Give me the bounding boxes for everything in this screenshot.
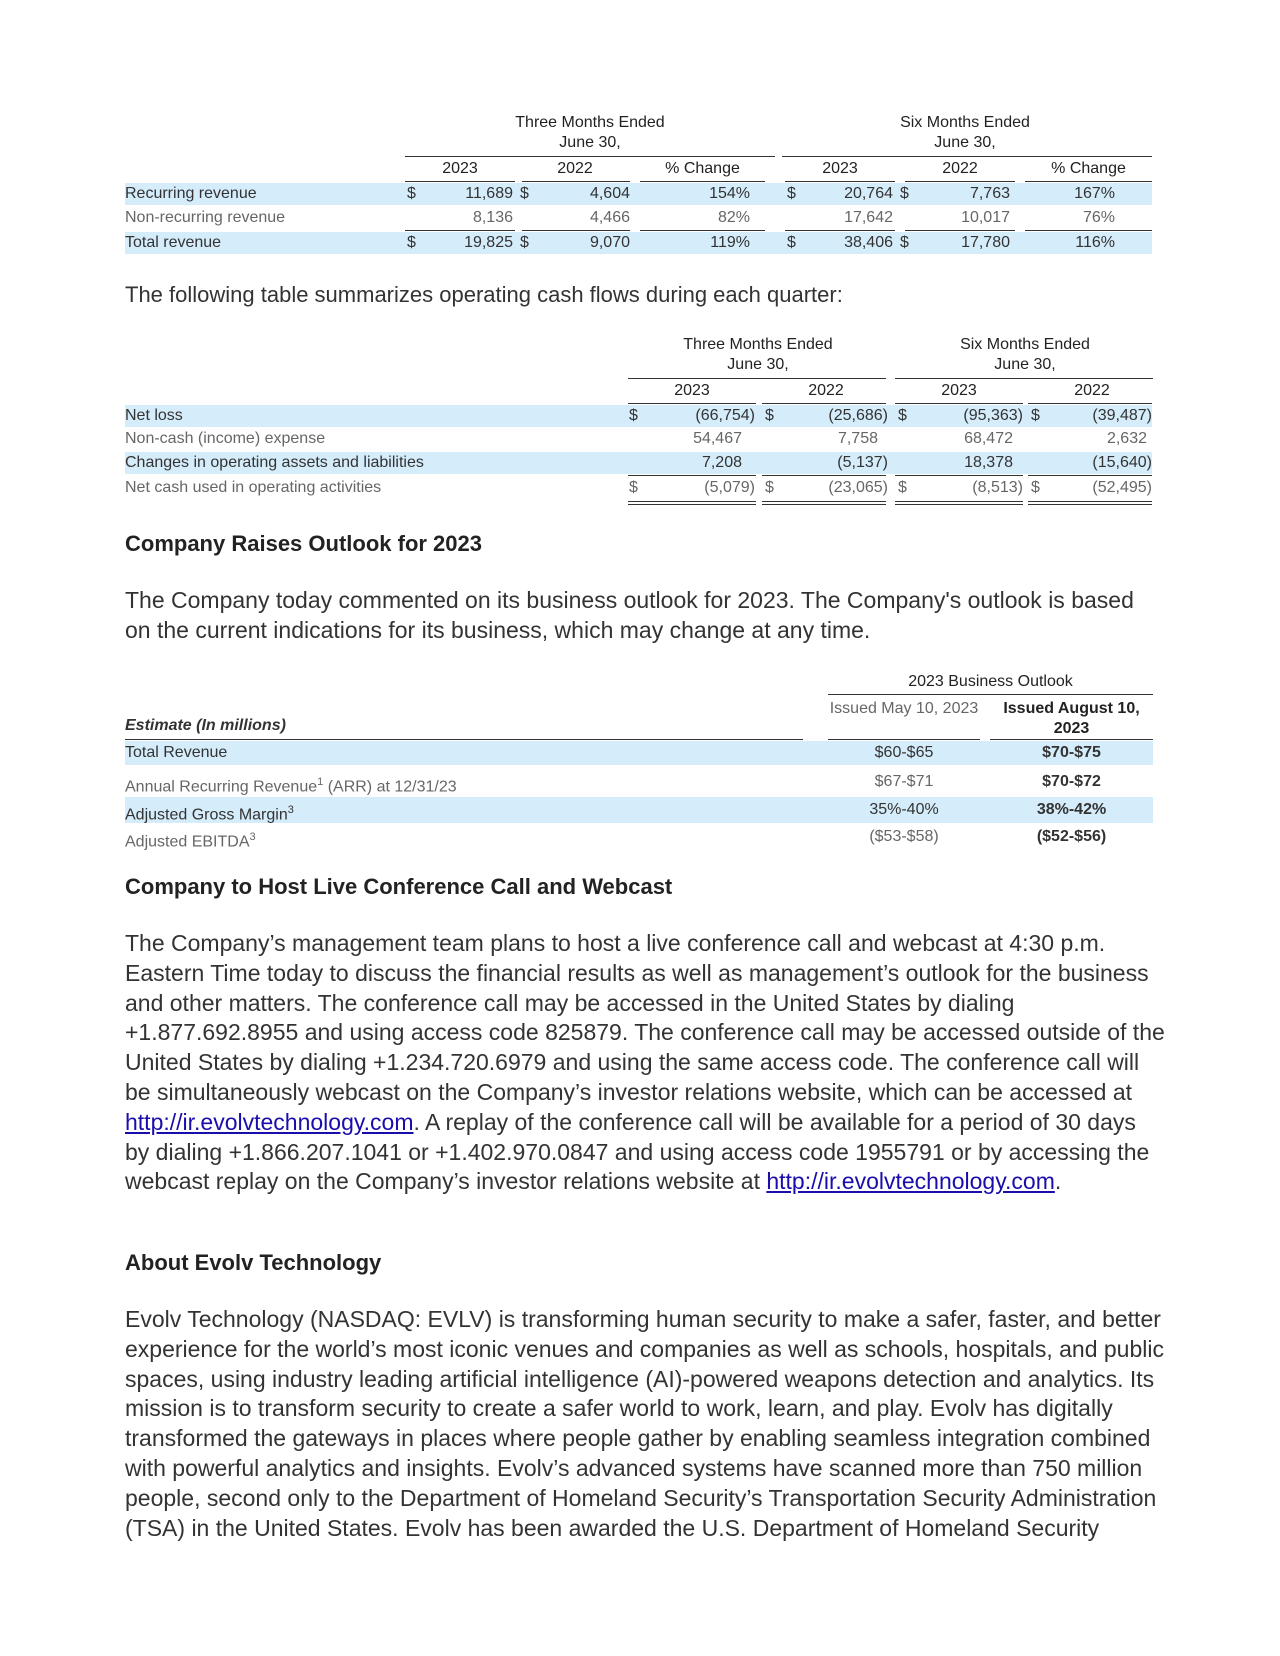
- rev-group2-sub: June 30,: [934, 134, 996, 151]
- value-cell: 4,604: [589, 185, 630, 202]
- dollar-sign: $: [629, 479, 638, 496]
- outlook-text: The Company today commented on its business outlook for 2023. The Company's outlook is based on the current indications for its business, which may change at any time.: [125, 587, 1134, 643]
- table-row: [125, 477, 1152, 499]
- table-row: [125, 769, 1153, 795]
- row-label: Changes in operating assets and liabilities: [125, 454, 424, 471]
- rev-col-header: 2022: [942, 160, 978, 177]
- value-cell: (95,363): [963, 407, 1023, 424]
- table-row: [125, 452, 1152, 474]
- about-heading: About Evolv Technology: [125, 1250, 382, 1275]
- rev-group2-title: Six Months Ended: [900, 114, 1030, 131]
- value-cell: 68,472: [964, 430, 1013, 447]
- outlook-col1-header: Issued May 10, 2023: [829, 700, 979, 717]
- table-row: [125, 183, 1152, 205]
- cf-col-header: 2022: [1074, 382, 1110, 399]
- value-cell: 7,208: [701, 454, 742, 471]
- conference-text: [125, 929, 1165, 1197]
- row-label-text: Annual Recurring Revenue: [125, 778, 318, 796]
- cf-group2-title: Six Months Ended: [960, 336, 1090, 353]
- dollar-sign: $: [898, 407, 907, 424]
- dollar-sign: $: [900, 234, 909, 251]
- rev-group1-title: Three Months Ended: [515, 114, 665, 131]
- row-label: Total Revenue: [125, 744, 228, 761]
- cf-col-header: 2023: [674, 382, 710, 399]
- value-cell: $70-$75: [1042, 744, 1101, 761]
- investor-relations-link[interactable]: http://ir.evolvtechnology.com: [125, 1108, 414, 1135]
- rev-group1-header: [405, 113, 775, 153]
- row-label-text: Adjusted Gross Margin: [125, 806, 288, 824]
- value-cell: 38,406: [844, 234, 893, 251]
- footnote-marker: 1: [317, 776, 324, 788]
- rev-col-header: 2023: [822, 160, 858, 177]
- footnote-marker: 3: [287, 804, 294, 816]
- value-cell: 17,642: [844, 209, 893, 226]
- rev-group1-sub: June 30,: [559, 134, 621, 151]
- rev-group2-header: [780, 113, 1150, 153]
- dollar-sign: $: [407, 185, 416, 202]
- row-label: Net cash used in operating activities: [125, 479, 382, 496]
- value-cell: 54,467: [693, 430, 742, 447]
- value-cell: ($53-$58): [869, 828, 939, 845]
- table-row: [125, 797, 1153, 823]
- value-cell: (52,495): [1092, 479, 1152, 496]
- row-label: Non-cash (income) expense: [125, 430, 326, 447]
- value-cell: 76%: [1082, 209, 1115, 226]
- rev-col-header: % Change: [1051, 160, 1126, 177]
- value-cell: 116%: [1075, 234, 1115, 251]
- table-row: [125, 428, 1152, 450]
- value-cell: 17,780: [961, 234, 1010, 251]
- value-cell: (8,513): [972, 479, 1023, 496]
- table-row: [125, 741, 1153, 765]
- outlook-paragraph: [125, 586, 1165, 646]
- row-label-text: Adjusted EBITDA: [125, 833, 250, 851]
- cf-col-header: 2022: [808, 382, 844, 399]
- dollar-sign: $: [520, 185, 529, 202]
- dollar-sign: $: [1031, 407, 1040, 424]
- value-cell: 8,136: [472, 209, 513, 226]
- value-cell: 167%: [1074, 185, 1115, 202]
- outlook-estimate-label: Estimate (In millions): [125, 717, 286, 734]
- value-cell: 119%: [710, 234, 750, 251]
- value-cell: 10,017: [961, 209, 1010, 226]
- value-cell: (15,640): [1092, 454, 1152, 471]
- dollar-sign: $: [765, 479, 774, 496]
- table-row: [125, 207, 1152, 229]
- rev-col-header: 2022: [557, 160, 593, 177]
- cf-group2-header: [895, 335, 1155, 375]
- dollar-sign: $: [765, 407, 774, 424]
- row-label: Recurring revenue: [125, 185, 257, 202]
- value-cell: (23,065): [828, 479, 888, 496]
- value-cell: 7,763: [969, 185, 1010, 202]
- value-cell: $60-$65: [874, 744, 934, 761]
- dollar-sign: $: [900, 185, 909, 202]
- row-label: [125, 824, 256, 855]
- conference-paragraph: [125, 929, 1165, 1197]
- row-label: Net loss: [125, 407, 183, 424]
- cf-group1-sub: June 30,: [727, 356, 789, 373]
- table-row: [125, 824, 1153, 850]
- value-cell: 19,825: [464, 234, 513, 251]
- value-cell: 4,466: [589, 209, 630, 226]
- conference-text-part2: . A replay of the conference call will be available for a period of 30 days by dialing +1.866.207.1041 or +1.402.970.0847 and using access code 1955791 or by accessing the webcast replay on the Company’s investor relations website at: [125, 1108, 1150, 1195]
- dollar-sign: $: [407, 234, 416, 251]
- about-paragraph: [125, 1305, 1165, 1543]
- investor-relations-link[interactable]: http://ir.evolvtechnology.com: [766, 1168, 1055, 1195]
- cf-group1-title: Three Months Ended: [683, 336, 833, 353]
- conference-text-part1: The Company’s management team plans to host a live conference call and webcast at 4:30 p.m. Eastern Time today to discuss the financial results as well as management’s outlook for the business and other matters. The conference call may be accessed in the United States by dialing +1.877.692.8955 and using access code 825879. The conference call may be accessed outside of the United States by dialing +1.234.720.6979 and using the same access code. The conference call will be simultaneously webcast on the Company’s investor relations website, which can be accessed at: [125, 930, 1165, 1105]
- outlook-heading: Company Raises Outlook for 2023: [125, 531, 482, 556]
- outlook-table-title: 2023 Business Outlook: [908, 673, 1073, 690]
- value-cell: $70-$72: [1042, 773, 1101, 790]
- cf-col-header: 2023: [941, 382, 977, 399]
- table-row: [125, 232, 1152, 254]
- value-cell: 18,378: [964, 454, 1013, 471]
- dollar-sign: $: [787, 234, 796, 251]
- value-cell: 82%: [717, 209, 750, 226]
- value-cell: 20,764: [844, 185, 893, 202]
- rev-col-header: % Change: [665, 160, 740, 177]
- footnote-marker: 3: [249, 831, 256, 843]
- dollar-sign: $: [629, 407, 638, 424]
- cashflow-intro: The following table summarizes operating cash flows during each quarter:: [125, 282, 843, 307]
- dollar-sign: $: [1031, 479, 1040, 496]
- row-label: Non-recurring revenue: [125, 209, 286, 226]
- value-cell: (25,686): [828, 407, 888, 424]
- value-cell: 2,632: [1106, 430, 1147, 447]
- value-cell: (66,754): [695, 407, 755, 424]
- cf-group2-sub: June 30,: [994, 356, 1056, 373]
- value-cell: $67-$71: [874, 773, 934, 790]
- value-cell: 11,689: [465, 185, 513, 202]
- value-cell: (5,137): [837, 454, 888, 471]
- value-cell: 7,758: [837, 430, 878, 447]
- dollar-sign: $: [898, 479, 907, 496]
- value-cell: 154%: [709, 185, 750, 202]
- value-cell: (5,079): [704, 479, 755, 496]
- value-cell: 38%-42%: [1036, 801, 1107, 818]
- cf-group1-header: [628, 335, 888, 375]
- rev-col-header: 2023: [442, 160, 478, 177]
- value-cell: ($52-$56): [1036, 828, 1107, 845]
- about-text: Evolv Technology (NASDAQ: EVLV) is transforming human security to make a safer, faster, and better experience for the world’s most iconic venues and companies as well as schools, hospitals, and public spaces, using industry leading artificial intelligence (AI)-powered weapons detection and analytics. Its mission is to transform security to create a safer world to work, learn, and play. Evolv has digitally transformed the gateways in places where people gather by enabling seamless integration combined with powerful analytics and insights. Evolv’s advanced systems have scanned more than 750 million people, second only to the Department of Homeland Security’s Transportation Security Administration (TSA) in the United States. Evolv has been awarded the U.S. Department of Homeland Security: [125, 1306, 1164, 1541]
- conference-text-part3: .: [1054, 1168, 1062, 1195]
- dollar-sign: $: [520, 234, 529, 251]
- row-label: Total revenue: [125, 234, 222, 251]
- outlook-col2-header: Issued August 10, 2023: [1003, 700, 1140, 737]
- value-cell: 9,070: [589, 234, 630, 251]
- dollar-sign: $: [787, 185, 796, 202]
- value-cell: (39,487): [1092, 407, 1152, 424]
- table-row: [125, 405, 1152, 427]
- row-label: [125, 769, 457, 800]
- conference-heading: Company to Host Live Conference Call and Webcast: [125, 874, 673, 899]
- row-label-suffix: (ARR) at 12/31/23: [323, 778, 457, 796]
- value-cell: 35%-40%: [869, 801, 939, 818]
